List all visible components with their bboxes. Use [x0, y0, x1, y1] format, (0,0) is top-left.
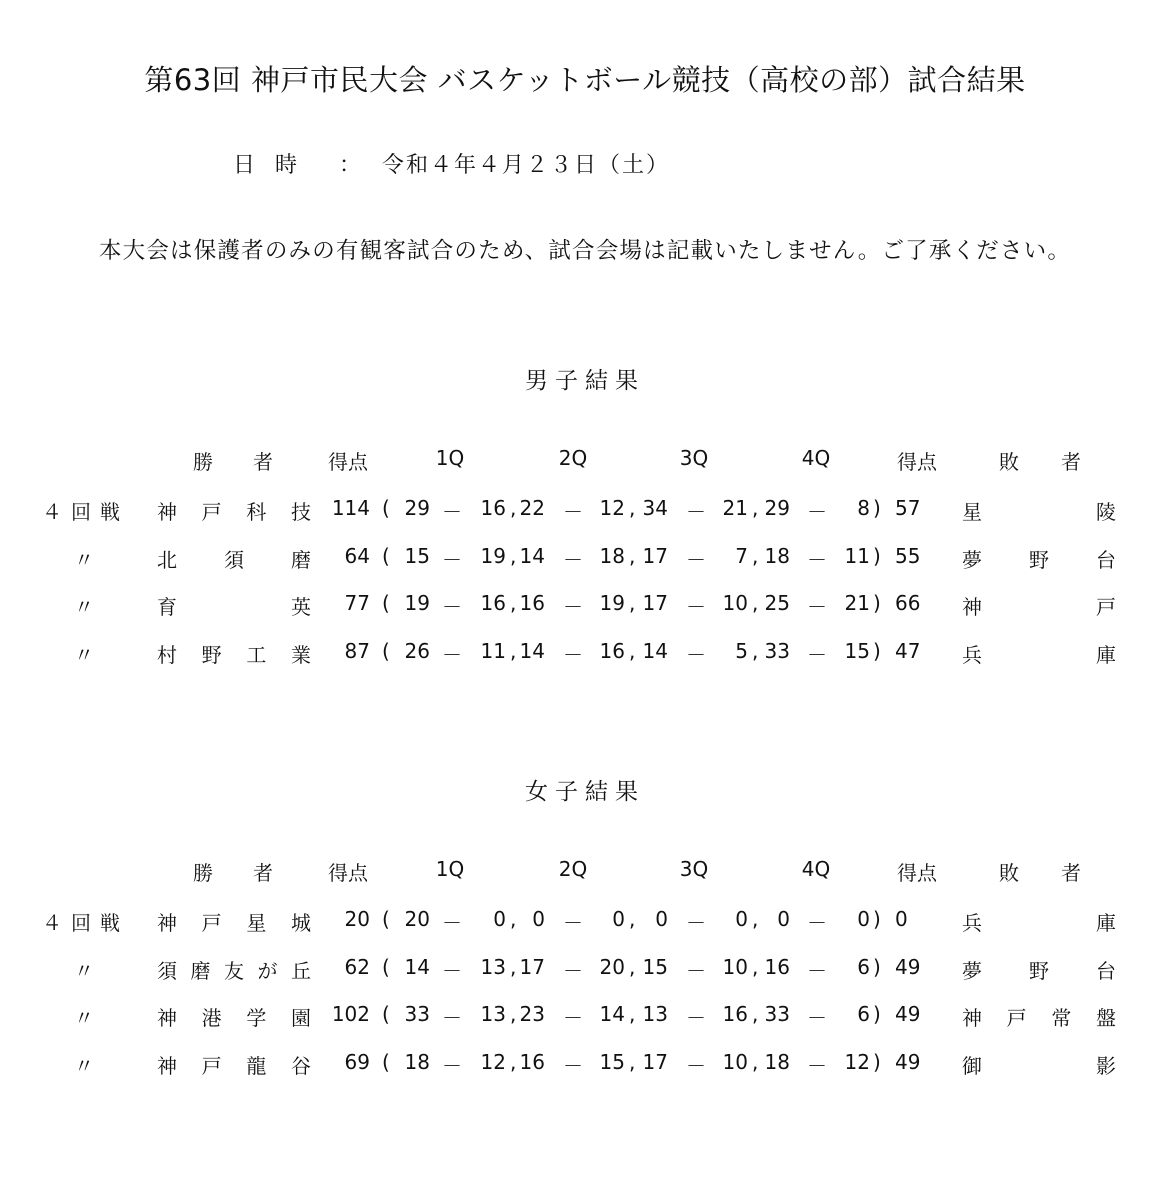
- comma: ,: [510, 543, 517, 568]
- paren-close: ): [873, 1049, 881, 1074]
- quarter-score-loser: 0: [493, 907, 506, 931]
- quarter-score-winner: 17: [642, 591, 668, 615]
- quarter-score-loser: 5: [735, 638, 748, 663]
- score-dash: －: [807, 1053, 827, 1078]
- quarter-score-loser: 15: [599, 1049, 625, 1074]
- paren-close: ): [873, 496, 881, 520]
- score-dash: －: [686, 1006, 706, 1030]
- quarter-score-loser: 19: [599, 591, 625, 615]
- comma: ,: [752, 1002, 759, 1026]
- winner-score: 87: [344, 638, 370, 663]
- winner-team: 育 英: [157, 595, 311, 619]
- quarter-score-loser: 13: [480, 1002, 506, 1026]
- paren-open: (: [382, 496, 390, 520]
- quarter-score-loser: 0: [857, 907, 870, 931]
- paren-open: (: [382, 954, 390, 979]
- loser-team: 夢 野 台: [962, 547, 1116, 572]
- comma: ,: [629, 591, 636, 615]
- comma: ,: [510, 638, 517, 663]
- quarter-score-winner: 33: [764, 1002, 790, 1026]
- loser-team: 神 戸 常 盤: [962, 1006, 1116, 1030]
- score-dash: －: [807, 547, 827, 572]
- comma: ,: [629, 1002, 636, 1026]
- loser-score: 49: [895, 1002, 921, 1026]
- quarter-score-winner: 14: [404, 954, 430, 979]
- quarter-score-winner: 18: [764, 1049, 790, 1074]
- round-label: 〃: [74, 958, 94, 983]
- quarter-score-winner: 15: [642, 954, 668, 979]
- quarter-score-loser: 18: [599, 543, 625, 568]
- quarter-score-winner: 16: [519, 591, 545, 615]
- round-label: 〃: [74, 547, 94, 572]
- section-title: 女子結果: [525, 779, 645, 805]
- quarter-score-loser: 6: [857, 1002, 870, 1026]
- quarter-score-loser: 8: [857, 496, 870, 520]
- quarter-score-winner: 14: [519, 638, 545, 663]
- score-dash: －: [563, 595, 583, 619]
- quarter-score-loser: 10: [722, 954, 748, 979]
- score-dash: －: [442, 595, 462, 619]
- quarter-score-winner: 17: [519, 954, 545, 979]
- section-title: 男子結果: [525, 368, 645, 394]
- comma: ,: [752, 1049, 759, 1074]
- quarter-score-loser: 21: [844, 591, 870, 615]
- comma: ,: [752, 543, 759, 568]
- notice-text: 本大会は保護者のみの有観客試合のため、試合会場は記載いたしません。ご了承ください。: [98, 238, 1072, 264]
- winner-score: 20: [344, 907, 370, 931]
- loser-score: 0: [895, 907, 908, 931]
- comma: ,: [629, 638, 636, 663]
- comma: ,: [510, 1002, 517, 1026]
- round-label: 〃: [74, 1053, 94, 1078]
- score-dash: －: [563, 642, 583, 667]
- winner-score: 114: [331, 496, 370, 520]
- comma: ,: [752, 638, 759, 663]
- score-dash: －: [563, 1053, 583, 1078]
- winner-team: 須 磨 友 が 丘: [157, 958, 311, 983]
- quarter-score-winner: 29: [404, 496, 430, 520]
- header-q4: 4Q: [801, 857, 831, 881]
- quarter-score-winner: 20: [404, 907, 430, 931]
- paren-close: ): [873, 591, 881, 615]
- round-label: 〃: [74, 1006, 94, 1030]
- paren-open: (: [382, 591, 390, 615]
- quarter-score-winner: 0: [655, 907, 668, 931]
- winner-score: 102: [331, 1002, 370, 1026]
- winner-team: 神 戸 科 技: [157, 500, 311, 524]
- quarter-score-loser: 19: [480, 543, 506, 568]
- score-dash: －: [807, 958, 827, 983]
- page-title: 第63回 神戸市民大会 バスケットボール競技（高校の部）試合結果: [144, 63, 1026, 97]
- score-dash: －: [563, 547, 583, 572]
- quarter-score-loser: 0: [612, 907, 625, 931]
- quarter-score-winner: 23: [519, 1002, 545, 1026]
- score-dash: －: [686, 595, 706, 619]
- quarter-score-winner: 26: [404, 638, 430, 663]
- paren-close: ): [873, 543, 881, 568]
- paren-close: ): [873, 907, 881, 931]
- comma: ,: [629, 1049, 636, 1074]
- header-score: 得点: [328, 861, 368, 885]
- quarter-score-winner: 0: [777, 907, 790, 931]
- winner-team: 神 港 学 園: [157, 1006, 311, 1030]
- header-score: 得点: [328, 450, 368, 474]
- header-q3: 3Q: [679, 446, 709, 470]
- quarter-score-winner: 29: [764, 496, 790, 520]
- header-q1: 1Q: [435, 857, 465, 881]
- header-q3: 3Q: [679, 857, 709, 881]
- quarter-score-loser: 21: [722, 496, 748, 520]
- header-score-loser: 得点: [897, 861, 937, 885]
- comma: ,: [629, 496, 636, 520]
- round-label: ４ 回 戦: [42, 911, 120, 935]
- comma: ,: [752, 591, 759, 615]
- round-label: ４ 回 戦: [42, 500, 120, 524]
- paren-open: (: [382, 638, 390, 663]
- quarter-score-loser: 16: [480, 496, 506, 520]
- quarter-score-loser: 10: [722, 591, 748, 615]
- quarter-score-winner: 33: [404, 1002, 430, 1026]
- loser-team: 夢 野 台: [962, 958, 1116, 983]
- quarter-score-loser: 0: [735, 907, 748, 931]
- comma: ,: [510, 1049, 517, 1074]
- comma: ,: [752, 954, 759, 979]
- quarter-score-winner: 34: [642, 496, 668, 520]
- quarter-score-loser: 12: [599, 496, 625, 520]
- quarter-score-winner: 16: [519, 1049, 545, 1074]
- winner-team: 神 戸 龍 谷: [157, 1053, 311, 1078]
- loser-score: 57: [895, 496, 921, 520]
- score-dash: －: [807, 911, 827, 935]
- quarter-score-loser: 12: [480, 1049, 506, 1074]
- loser-team: 星 陵: [962, 500, 1116, 524]
- loser-score: 55: [895, 543, 921, 568]
- quarter-score-loser: 7: [735, 543, 748, 568]
- quarter-score-loser: 16: [480, 591, 506, 615]
- quarter-score-loser: 16: [722, 1002, 748, 1026]
- winner-score: 64: [344, 543, 370, 568]
- score-dash: －: [442, 958, 462, 983]
- quarter-score-loser: 20: [599, 954, 625, 979]
- quarter-score-winner: 16: [764, 954, 790, 979]
- comma: ,: [629, 954, 636, 979]
- header-winner: 勝 者: [193, 861, 273, 885]
- loser-team: 兵 庫: [962, 642, 1116, 667]
- loser-score: 47: [895, 638, 921, 663]
- paren-close: ): [873, 1002, 881, 1026]
- score-dash: －: [686, 958, 706, 983]
- score-dash: －: [563, 958, 583, 983]
- quarter-score-loser: 10: [722, 1049, 748, 1074]
- date-colon: ：: [339, 153, 362, 178]
- quarter-score-winner: 18: [404, 1049, 430, 1074]
- score-dash: －: [686, 642, 706, 667]
- score-dash: －: [807, 595, 827, 619]
- quarter-score-winner: 14: [642, 638, 668, 663]
- round-label: 〃: [74, 642, 94, 667]
- quarter-score-loser: 15: [844, 638, 870, 663]
- quarter-score-winner: 19: [404, 591, 430, 615]
- comma: ,: [752, 496, 759, 520]
- score-dash: －: [442, 1006, 462, 1030]
- winner-score: 69: [344, 1049, 370, 1074]
- quarter-score-loser: 14: [599, 1002, 625, 1026]
- score-dash: －: [686, 1053, 706, 1078]
- comma: ,: [752, 907, 759, 931]
- quarter-score-loser: 6: [857, 954, 870, 979]
- comma: ,: [629, 907, 636, 931]
- quarter-score-winner: 15: [404, 543, 430, 568]
- quarter-score-winner: 17: [642, 1049, 668, 1074]
- score-dash: －: [442, 547, 462, 572]
- header-q2: 2Q: [558, 857, 588, 881]
- winner-team: 神 戸 星 城: [157, 911, 311, 935]
- winner-team: 北 須 磨: [157, 547, 311, 572]
- score-dash: －: [563, 911, 583, 935]
- header-winner: 勝 者: [193, 450, 273, 474]
- comma: ,: [510, 591, 517, 615]
- date-label: 日時: [233, 153, 318, 178]
- score-dash: －: [442, 642, 462, 667]
- header-q1: 1Q: [435, 446, 465, 470]
- quarter-score-winner: 18: [764, 543, 790, 568]
- winner-team: 村 野 工 業: [157, 642, 311, 667]
- quarter-score-loser: 11: [844, 543, 870, 568]
- quarter-score-loser: 16: [599, 638, 625, 663]
- score-dash: －: [686, 500, 706, 524]
- paren-close: ): [873, 638, 881, 663]
- score-dash: －: [563, 500, 583, 524]
- score-dash: －: [442, 1053, 462, 1078]
- quarter-score-winner: 14: [519, 543, 545, 568]
- quarter-score-winner: 13: [642, 1002, 668, 1026]
- score-dash: －: [686, 911, 706, 935]
- quarter-score-loser: 13: [480, 954, 506, 979]
- header-q2: 2Q: [558, 446, 588, 470]
- score-dash: －: [807, 1006, 827, 1030]
- paren-open: (: [382, 1002, 390, 1026]
- loser-team: 御 影: [962, 1053, 1116, 1078]
- paren-open: (: [382, 1049, 390, 1074]
- comma: ,: [510, 496, 517, 520]
- header-loser: 敗 者: [999, 450, 1081, 474]
- date-value: 令和４年４月２３日（土）: [382, 153, 671, 178]
- loser-team: 兵 庫: [962, 911, 1116, 935]
- winner-score: 77: [344, 591, 370, 615]
- comma: ,: [510, 954, 517, 979]
- paren-close: ): [873, 954, 881, 979]
- comma: ,: [510, 907, 517, 931]
- loser-score: 66: [895, 591, 921, 615]
- score-dash: －: [686, 547, 706, 572]
- quarter-score-winner: 17: [642, 543, 668, 568]
- quarter-score-winner: 22: [519, 496, 545, 520]
- quarter-score-winner: 25: [764, 591, 790, 615]
- round-label: 〃: [74, 595, 94, 619]
- loser-score: 49: [895, 1049, 921, 1074]
- quarter-score-winner: 33: [764, 638, 790, 663]
- quarter-score-winner: 0: [532, 907, 545, 931]
- quarter-score-loser: 12: [844, 1049, 870, 1074]
- header-q4: 4Q: [801, 446, 831, 470]
- score-dash: －: [442, 911, 462, 935]
- loser-score: 49: [895, 954, 921, 979]
- score-dash: －: [807, 500, 827, 524]
- score-dash: －: [807, 642, 827, 667]
- quarter-score-loser: 11: [480, 638, 506, 663]
- paren-open: (: [382, 543, 390, 568]
- score-dash: －: [442, 500, 462, 524]
- winner-score: 62: [344, 954, 370, 979]
- score-dash: －: [563, 1006, 583, 1030]
- header-loser: 敗 者: [999, 861, 1081, 885]
- paren-open: (: [382, 907, 390, 931]
- comma: ,: [629, 543, 636, 568]
- loser-team: 神 戸: [962, 595, 1116, 619]
- header-score-loser: 得点: [897, 450, 937, 474]
